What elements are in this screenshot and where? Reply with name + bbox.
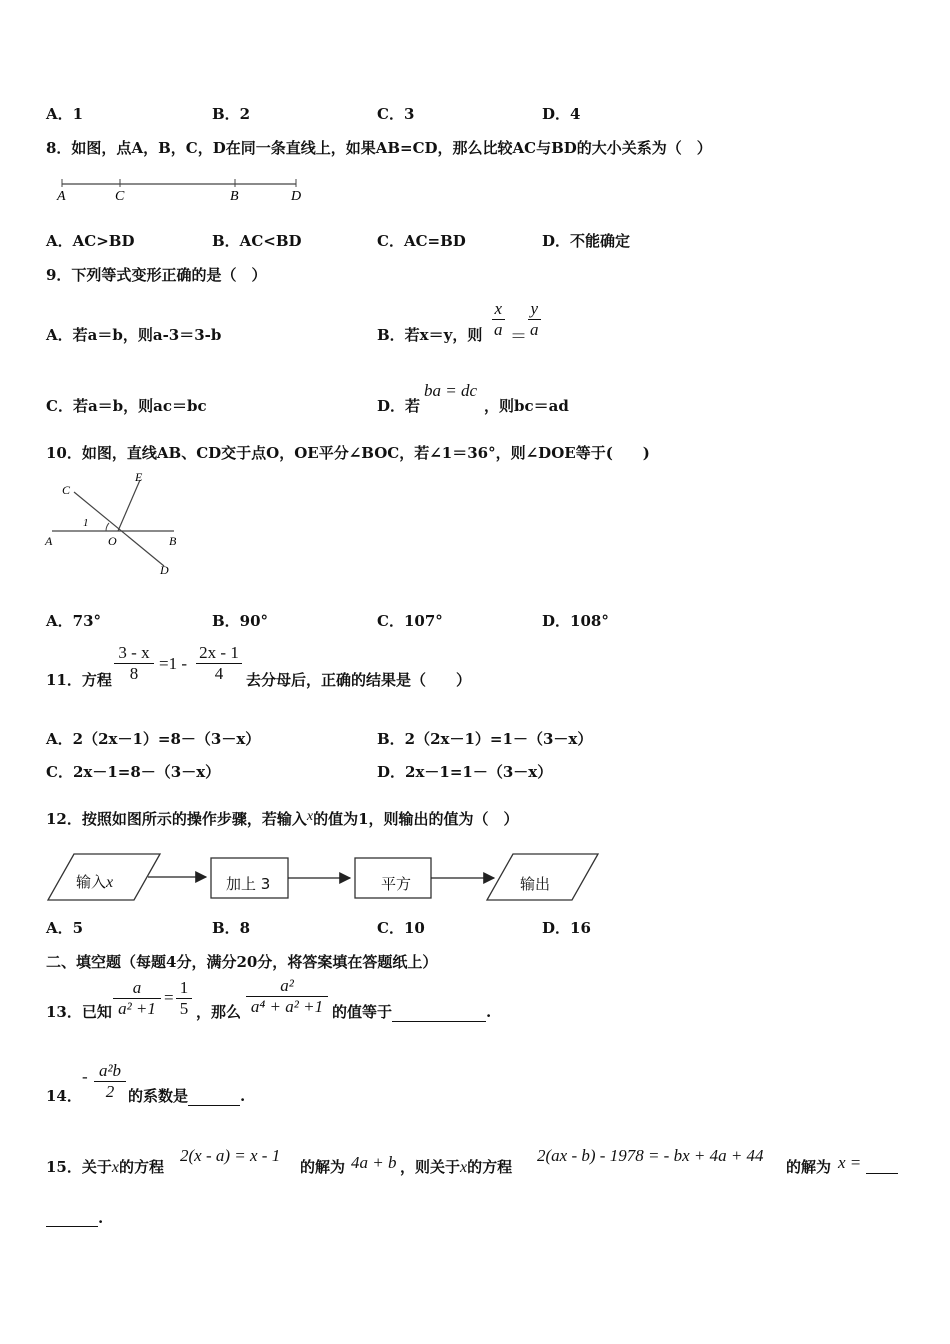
q8-label-c: C	[115, 189, 125, 204]
q14-suffix-line	[128, 1085, 245, 1106]
q12-stem-var: x	[306, 809, 314, 824]
frac-denominator: 2	[105, 1082, 115, 1101]
ray-oe	[118, 480, 140, 531]
q8-label-a: A	[57, 189, 66, 204]
q8-label-d: D	[291, 189, 302, 204]
frac-denominator: a	[494, 320, 503, 339]
q8-option-c: C．AC=BD	[377, 232, 466, 250]
q14-answer-blank[interactable]	[188, 1105, 240, 1106]
q10-angle-diagram	[44, 470, 184, 578]
frac-numerator: a	[132, 978, 142, 997]
q15-p1: 15．关于	[46, 1158, 112, 1176]
q15-eq-1: 2(x - a) = x - 1	[180, 1146, 281, 1165]
angle-1-arc	[106, 523, 109, 531]
q15-mid	[400, 1156, 512, 1177]
label-b: B	[169, 534, 177, 548]
q12-stem	[46, 808, 519, 829]
q13-mid: ，那么	[196, 1003, 242, 1021]
q11-option-b: B．2（2x－1）=1－（3－x）	[377, 730, 593, 748]
q9-option-d-prefix: D．若	[377, 397, 421, 415]
q15-eq-2: 2(ax - b) - 1978 = - bx + 4a + 44	[537, 1146, 764, 1165]
q9-stem: 9．下列等式变形正确的是（ ）	[46, 266, 267, 284]
q8-label-b: B	[230, 189, 239, 204]
q12-stem-b: 的值为1，则输出的值为（ ）	[313, 810, 519, 828]
flow-output-label: 输出	[520, 875, 551, 893]
q14-sign: -	[82, 1067, 88, 1086]
label-d: D	[160, 563, 169, 577]
q9-option-c: C．若a＝b，则ac＝bc	[46, 397, 207, 415]
frac-numerator: 3 - x	[118, 643, 150, 662]
q13-frac-2	[176, 978, 192, 1019]
q7-option-c: C．3	[377, 105, 415, 123]
q7-option-b: B．2	[212, 105, 251, 123]
q10-option-a: A．73°	[46, 612, 102, 630]
q10-option-b: B．90°	[212, 612, 269, 630]
q15-var-2: x	[460, 1159, 468, 1176]
q15-p4: ，则关于	[400, 1158, 461, 1176]
q10-option-d: D．108°	[542, 612, 609, 630]
flow-step1-label: 加上 3	[226, 875, 271, 893]
q14-suffix: 的系数是	[128, 1087, 189, 1105]
q12-option-b: B．8	[212, 919, 251, 937]
label-angle-1: 1	[83, 517, 89, 529]
q15-end: .	[98, 1209, 104, 1227]
q11-suffix: 去分母后，正确的结果是（ ）	[246, 671, 472, 689]
flow-input-label	[76, 871, 113, 892]
q8-option-a: A．AC>BD	[46, 232, 135, 250]
frac-denominator: 4	[214, 664, 224, 683]
q15-var-1: x	[111, 1159, 119, 1176]
frac-numerator: x	[494, 299, 503, 318]
label-a: A	[45, 534, 53, 548]
label-c: C	[62, 483, 71, 497]
label-e: E	[135, 470, 143, 484]
q15-line-1	[46, 1156, 164, 1177]
q10-stem: 10．如图，直线AB、CD交于点O，OE平分∠BOC，若∠1＝36°，则∠DOE等于( )	[46, 444, 650, 462]
frac-denominator: a⁴ + a² +1	[250, 997, 324, 1016]
q9-option-b-eq: ＝	[510, 327, 527, 346]
q11-option-c: C．2x－1=8－（3－x）	[46, 763, 221, 781]
q8-stem: 8．如图，点A，B，C，D在同一条直线上，如果AB=CD，那么比较AC与BD的大小关系为（ ）	[46, 139, 712, 157]
q14-frac	[94, 1061, 126, 1102]
frac-numerator: y	[530, 299, 539, 318]
label-o: O	[108, 534, 117, 548]
q12-option-a: A．5	[46, 919, 84, 937]
q8-option-d: D．不能确定	[542, 232, 631, 250]
q12-option-d: D．16	[542, 919, 591, 937]
q8-line-diagram	[50, 172, 310, 204]
flow-input-var: x	[106, 874, 114, 891]
q8-option-b: B．AC<BD	[212, 232, 302, 250]
q9-option-d-expr: ba = dc	[424, 381, 478, 400]
q11-mid: =1 -	[159, 654, 187, 673]
q10-option-c: C．107°	[377, 612, 443, 630]
q13-suffix-line	[332, 1001, 491, 1022]
q15-p5: 的方程	[467, 1158, 513, 1176]
q13-end: .	[486, 1003, 492, 1021]
q15-answer-blank-1[interactable]	[866, 1156, 898, 1174]
q15-p3: 的解为	[300, 1158, 346, 1176]
q15-answer-prefix: x =	[838, 1153, 862, 1172]
frac-denominator: 8	[129, 664, 139, 683]
q15-line-2	[46, 1209, 103, 1227]
q13-prefix: 13．已知	[46, 1003, 112, 1021]
frac-denominator: 5	[179, 999, 189, 1018]
q15-p6: 的解为	[786, 1158, 832, 1176]
q13-eq: =	[164, 988, 174, 1007]
q14-prefix: 14．	[46, 1087, 82, 1105]
q13-frac-3	[246, 976, 328, 1017]
q12-stem-a: 12．按照如图所示的操作步骤，若输入	[46, 810, 307, 828]
q9-option-b-frac-right	[528, 299, 541, 340]
flow-input-text: 输入	[76, 873, 107, 891]
q11-frac-1	[114, 643, 154, 684]
q7-option-a: A．1	[46, 105, 84, 123]
frac-denominator: a² +1	[118, 999, 156, 1018]
q15-p2: 的方程	[118, 1158, 164, 1176]
frac-numerator: a²b	[98, 1061, 122, 1080]
q15-solution: 4a + b	[351, 1153, 397, 1172]
q9-option-d-suffix: ，则bc＝ad	[484, 397, 569, 415]
q13-answer-blank[interactable]	[392, 1021, 486, 1022]
q7-option-d: D．4	[542, 105, 581, 123]
frac-numerator: 2x - 1	[199, 643, 239, 662]
flow-step2-label: 平方	[381, 875, 412, 893]
q12-option-c: C．10	[377, 919, 425, 937]
q11-option-d: D．2x－1=1－（3－x）	[377, 763, 553, 781]
q13-frac-1	[113, 978, 161, 1019]
frac-numerator: a²	[280, 976, 294, 995]
q14-end: .	[240, 1087, 246, 1105]
q9-option-b-frac-left	[492, 299, 505, 340]
q11-frac-2	[196, 643, 242, 684]
q11-prefix: 11．方程	[46, 671, 112, 689]
q13-suffix: 的值等于	[332, 1003, 393, 1021]
section-2-title: 二、填空题（每题4分，满分20分，将答案填在答题纸上）	[46, 953, 438, 971]
q15-answer-blank-2[interactable]	[46, 1209, 98, 1227]
frac-denominator: a	[530, 320, 539, 339]
q11-option-a: A．2（2x－1）=8－（3－x）	[46, 730, 261, 748]
q9-option-a: A．若a＝b，则a-3＝3-b	[46, 326, 222, 344]
frac-numerator: 1	[179, 978, 189, 997]
q9-option-b-prefix: B．若x＝y，则	[377, 326, 483, 344]
